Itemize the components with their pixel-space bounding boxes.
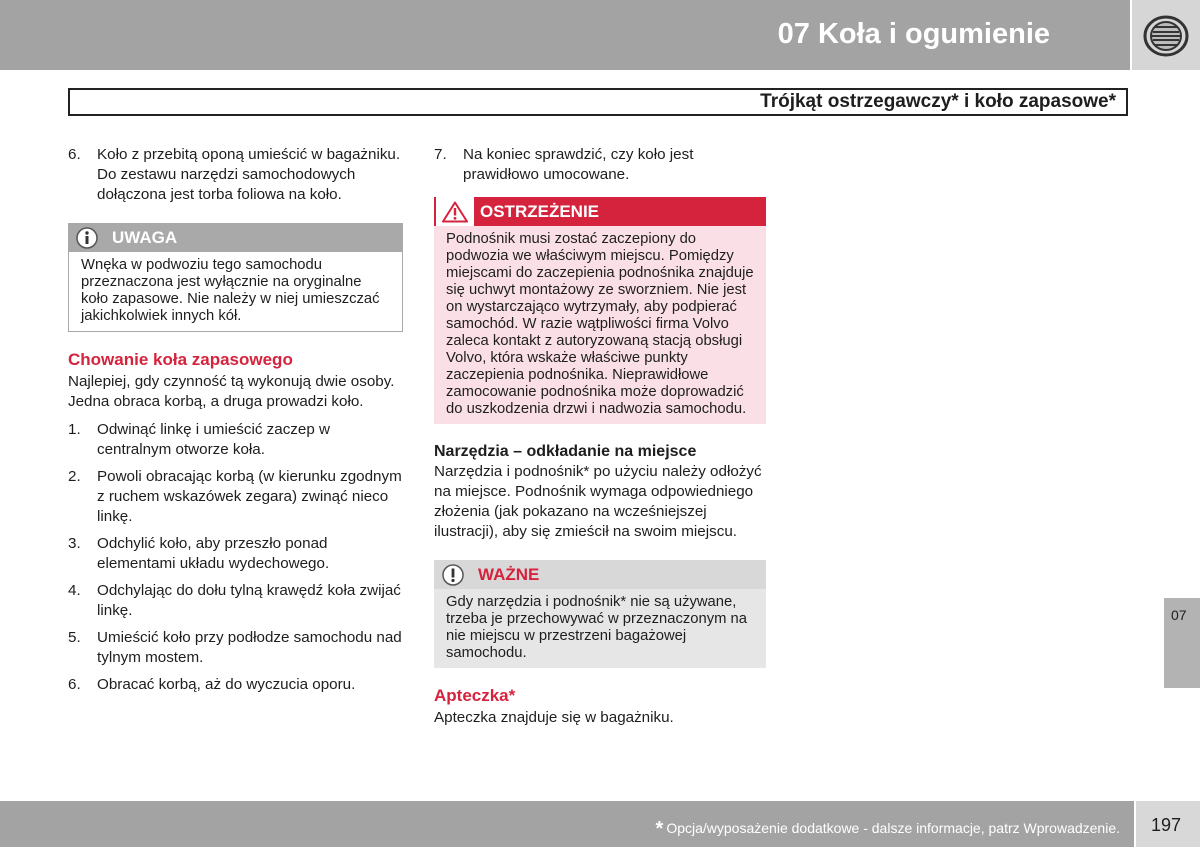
list-item <box>68 581 403 621</box>
list-text: Koło z przebitą oponą umieścić w bagażniku. Do zestawu narzędzi samochodowych dołączona jest torba foliowa na koło. <box>97 146 401 203</box>
list-text: Odchylając do dołu tylną krawędź koła zwijać linkę. <box>97 582 401 619</box>
uwaga-box <box>68 223 403 332</box>
footer-note <box>656 818 1120 841</box>
section-title: Trójkąt ostrzegawczy* i koło zapasowe* <box>760 91 1116 112</box>
exclamation-icon <box>434 560 472 589</box>
list-number: 7. <box>434 146 447 163</box>
tools-heading: Narzędzia – odkładanie na miejsce <box>434 443 697 460</box>
chapter-tab-label: 07 <box>1171 607 1187 623</box>
list-item <box>434 145 766 185</box>
left-column <box>68 145 403 702</box>
warning-triangle-icon <box>436 197 474 226</box>
list-item <box>68 675 403 695</box>
list-item <box>68 534 403 574</box>
list-number: 6. <box>68 676 81 693</box>
wazne-label: WAŻNE <box>478 564 540 584</box>
chapter-tab <box>1164 598 1200 688</box>
footnote-star: * <box>655 818 664 840</box>
wazne-header <box>434 560 766 589</box>
section-title-box <box>68 88 1128 116</box>
warning-label: OSTRZEŻENIE <box>480 201 600 221</box>
list-item <box>68 467 403 527</box>
chapter-icon-box <box>1132 0 1200 70</box>
uwaga-label: UWAGA <box>112 227 178 247</box>
list-number: 1. <box>68 421 81 438</box>
list-number: 4. <box>68 582 81 599</box>
info-icon <box>68 223 106 252</box>
footer-bar <box>0 801 1134 847</box>
header-bar <box>0 0 1130 70</box>
page-number-box <box>1136 801 1200 847</box>
first-aid-heading: Apteczka* <box>434 686 516 705</box>
warning-header <box>434 197 766 226</box>
list-text: Odwinąć linkę i umieścić zaczep w centralnym otworze koła. <box>97 421 330 458</box>
list-item <box>68 420 403 460</box>
footer-note-text: Opcja/wyposażenie dodatkowe - dalsze informacje, patrz Wprowadzenie. <box>666 820 1120 836</box>
page-number: 197 <box>1151 815 1182 835</box>
list-item <box>68 145 403 205</box>
list-text: Powoli obracając korbą (w kierunku zgodnym z ruchem wskazówek zegara) zwinąć nieco linkę. <box>97 468 402 525</box>
right-column <box>434 145 766 728</box>
list-number: 6. <box>68 146 81 163</box>
list-number: 5. <box>68 629 81 646</box>
chapter-title: 07 Koła i ogumienie <box>777 18 1050 50</box>
list-text: Odchylić koło, aby przeszło ponad elementami układu wydechowego. <box>97 535 330 572</box>
warning-text: Podnośnik musi zostać zaczepiony do podwozia we właściwym miejscu. Pomiędzy miejscami do zaczepienia podnośnika znajduje się uchwyt montażowy ze sworzniem. Nie jest on wystarczająco wytrzymały, aby podpierać samochód. W razie wątpliwości firma Volvo zaleca kontakt z autoryzowaną stacją obsługi Volvo, która wskaże właściwe punkty zaczepienia podnośnika. Nieprawidłowe zamocowanie podnośnika może doprowadzić do uszkodzenia drzwi i nadwozia samochodu. <box>434 226 766 424</box>
first-aid-paragraph: Apteczka znajduje się w bagażniku. <box>434 709 674 726</box>
list-item <box>68 628 403 668</box>
spare-wheel-heading: Chowanie koła zapasowego <box>68 350 293 369</box>
list-number: 3. <box>68 535 81 552</box>
uwaga-header <box>68 223 403 252</box>
list-text: Na koniec sprawdzić, czy koło jest prawidłowo umocowane. <box>463 146 694 183</box>
warning-box <box>434 197 766 424</box>
list-text: Umieścić koło przy podłodze samochodu nad tylnym mostem. <box>97 629 402 666</box>
tools-paragraph: Narzędzia i podnośnik* po użyciu należy odłożyć na miejsce. Podnośnik wymaga odpowiedniego złożenia (jak pokazano na wcześniejszej ilustracji), aby się zmieścił na swoim miejscu. <box>434 463 762 540</box>
wazne-box <box>434 560 766 668</box>
tire-icon <box>1141 15 1191 57</box>
wazne-text: Gdy narzędzia i podnośnik* nie są używane, trzeba je przechowywać w przeznaczonym na nie miejscu w przestrzeni bagażowej samochodu. <box>434 589 766 668</box>
spare-wheel-paragraph: Najlepiej, gdy czynność tą wykonują dwie osoby. Jedna obraca korbą, a druga prowadzi koło. <box>68 373 395 410</box>
list-text: Obracać korbą, aż do wyczucia oporu. <box>97 676 356 693</box>
uwaga-text: Wnęka w podwoziu tego samochodu przeznaczona jest wyłącznie na oryginalne koło zapasowe. Nie należy w niej umieszczać jakichkolwiek innych kół. <box>68 252 403 332</box>
list-number: 2. <box>68 468 81 485</box>
